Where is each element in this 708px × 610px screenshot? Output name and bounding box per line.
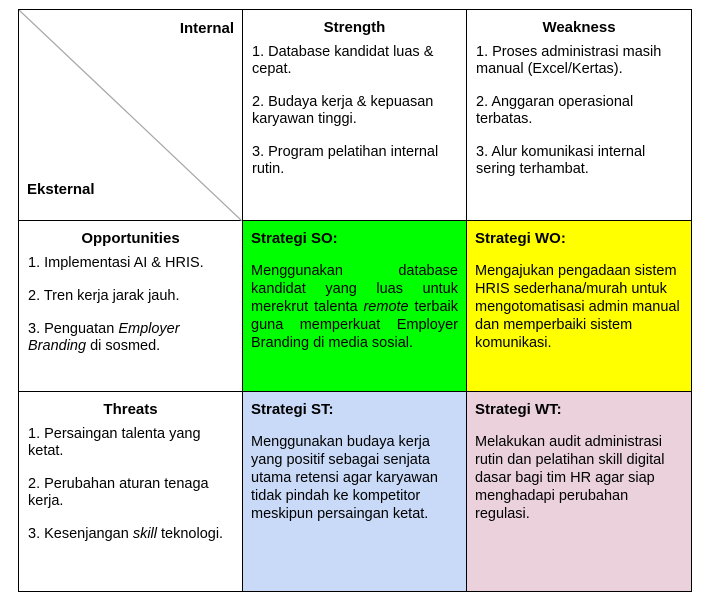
threats-item-3-prefix: 3. Kesenjangan <box>28 526 133 542</box>
opportunities-list <box>19 247 242 355</box>
threats-item-3-suffix: teknologi. <box>156 526 224 542</box>
weakness-item-3: 3. Alur komunikasi internal sering terhambat. <box>476 144 646 177</box>
strength-item-3: 3. Program pelatihan internal rutin. <box>252 144 439 177</box>
opportunities-item-3-em: Employer Branding <box>28 321 180 354</box>
threats-list <box>19 418 242 543</box>
strategi-st-cell <box>243 392 467 592</box>
strategi-st-body: Menggunakan budaya kerja yang positif sebagai senjata utama retensi agar karyawan tidak pindah ke kompetitor meskipun persaingan ketat. <box>251 434 438 522</box>
swot-matrix <box>18 9 692 592</box>
weakness-title: Weakness <box>542 19 616 36</box>
opportunities-title: Opportunities <box>81 230 180 247</box>
strategi-so-body-prefix: Menggunakan database kandidat yang luas untuk merekrut talenta <box>251 263 458 315</box>
strategi-wt-body: Melakukan audit administrasi rutin dan pelatihan skill digital dasar bagi tim HR agar siap menghadapi perubahan regulasi. <box>475 434 665 522</box>
weakness-item-1: 1. Proses administrasi masih manual (Excel/Kertas). <box>476 44 662 77</box>
threats-item-1: 1. Persaingan talenta yang ketat. <box>28 426 201 459</box>
opportunities-item-2: 2. Tren kerja jarak jauh. <box>28 288 180 304</box>
strategi-wo-cell <box>467 221 692 392</box>
weakness-item-2: 2. Anggaran operasional terbatas. <box>476 94 634 127</box>
opportunities-item-3 <box>28 321 233 355</box>
strategi-so-body <box>243 247 466 352</box>
opportunities-cell <box>19 221 243 392</box>
strategi-so-body-em: remote <box>363 299 409 315</box>
strategi-wt-cell <box>467 392 692 592</box>
strategi-so-title: Strategi SO: <box>251 230 338 247</box>
threats-title: Threats <box>103 401 158 418</box>
opportunities-item-1: 1. Implementasi AI & HRIS. <box>28 255 204 271</box>
threats-item-3-em: skill <box>132 526 157 542</box>
strength-item-1: 1. Database kandidat luas & cepat. <box>252 44 434 77</box>
internal-label: Internal <box>179 20 234 37</box>
strategi-wo-title: Strategi WO: <box>475 230 566 247</box>
threats-item-2: 2. Perubahan aturan tenaga kerja. <box>28 476 209 509</box>
strategi-so-cell <box>243 221 467 392</box>
weakness-cell <box>467 10 692 221</box>
weakness-list <box>467 36 691 178</box>
threats-cell <box>19 392 243 592</box>
strength-list <box>243 36 466 178</box>
strength-item-2: 2. Budaya kerja & kepuasan karyawan tinggi. <box>252 94 434 127</box>
strategi-wt-title: Strategi WT: <box>475 401 562 418</box>
strategi-st-title: Strategi ST: <box>251 401 334 418</box>
strategi-so-body-suffix: terbaik guna memperkuat Employer Branding di media sosial. <box>251 299 458 351</box>
opportunities-item-3-prefix: 3. Penguatan <box>28 321 119 337</box>
opportunities-item-3-suffix: di sosmed. <box>86 338 161 354</box>
eksternal-label: Eksternal <box>27 181 95 198</box>
threats-item-3 <box>28 526 233 543</box>
strength-cell <box>243 10 467 221</box>
strength-title: Strength <box>323 19 386 36</box>
swot-table <box>18 9 692 592</box>
strategi-wo-body: Mengajukan pengadaan sistem HRIS sederhana/murah untuk mengotomatisasi admin manual dan memperbaiki sistem komunikasi. <box>475 263 680 351</box>
corner-cell <box>19 10 243 221</box>
